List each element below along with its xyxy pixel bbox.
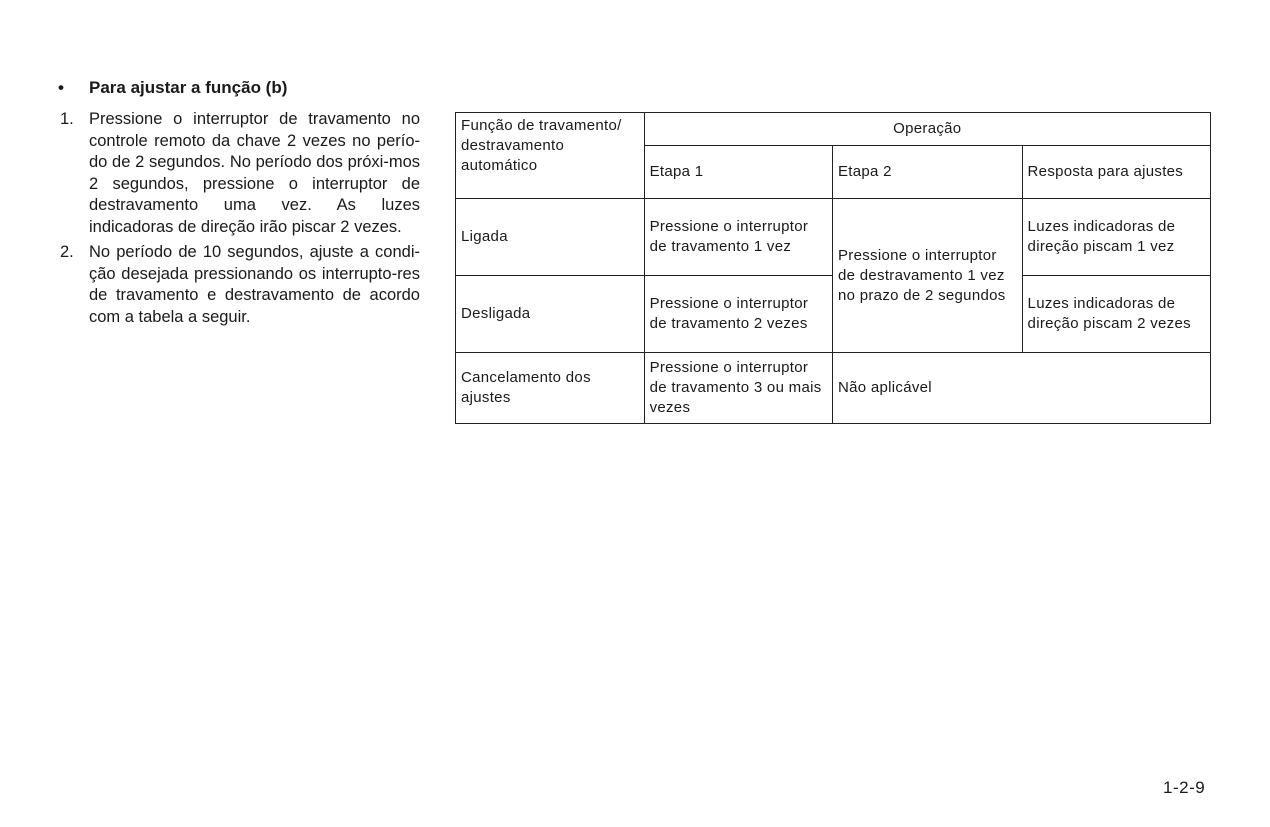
instruction-steps <box>58 109 420 332</box>
table-header-row <box>456 113 1211 146</box>
header-function-cell <box>456 113 645 199</box>
subheader-response-text: Resposta para ajustes <box>1027 163 1184 180</box>
bullet-icon: • <box>58 78 64 97</box>
step-text: No período de 10 segundos, ajuste a condi-ção desejada pressionando os interrupto-res de travamento e destravamento de acordo com a tabela a seguir. <box>89 243 420 326</box>
step-item <box>58 242 420 328</box>
subheader-step2-text: Etapa 2 <box>837 163 892 180</box>
section-heading <box>58 77 287 99</box>
step1-text: Pressione o interruptor de travamento 1 vez <box>649 218 809 255</box>
header-operation-cell <box>644 113 1210 146</box>
step2-shared-cell <box>832 199 1022 353</box>
step1-cell <box>644 276 832 353</box>
function-text: Cancelamento dos ajustes <box>461 369 591 406</box>
subheader-step2-cell <box>832 146 1022 199</box>
step1-cell <box>644 353 832 424</box>
function-cell <box>456 199 645 276</box>
step1-text: Pressione o interruptor de travamento 2 vezes <box>649 295 809 332</box>
table-row <box>456 353 1211 424</box>
step1-text: Pressione o interruptor de travamento 3 ou mais vezes <box>649 359 822 416</box>
table-row <box>456 199 1211 276</box>
response-text: Luzes indicadoras de direção piscam 2 vezes <box>1027 295 1191 332</box>
function-text: Desligada <box>461 305 531 322</box>
step2-shared-text: Pressione o interruptor de destravamento 1 vez no prazo de 2 segundos <box>837 246 1006 304</box>
response-text: Luzes indicadoras de direção piscam 1 vez <box>1027 218 1176 255</box>
response-cell <box>1022 199 1210 276</box>
header-operation-text: Operação <box>893 120 962 137</box>
function-cell <box>456 276 645 353</box>
header-function-text: Função de travamento/ destravamento automático <box>461 117 622 174</box>
section-heading-text: Para ajustar a função (b) <box>89 78 288 97</box>
subheader-step1-cell <box>644 146 832 199</box>
operation-table <box>455 112 1211 424</box>
step-item <box>58 109 420 238</box>
not-applicable-cell <box>832 353 1210 424</box>
function-text: Ligada <box>461 228 508 245</box>
not-applicable-text: Não aplicável <box>837 379 932 396</box>
response-cell <box>1022 276 1210 353</box>
step-number: 1. <box>60 110 74 128</box>
page-number: 1-2-9 <box>1163 778 1206 797</box>
step1-cell <box>644 199 832 276</box>
function-cell <box>456 353 645 424</box>
step-number: 2. <box>60 243 74 261</box>
step-text: Pressione o interruptor de travamento no controle remoto da chave 2 vezes no perío-do de 2 segundos. No período dos próxi-mos 2 segundos, pressione o interruptor de destravamento uma vez. As luzes indicadoras de direção irão piscar 2 vezes. <box>89 110 420 236</box>
subheader-step1-text: Etapa 1 <box>649 163 704 180</box>
subheader-response-cell <box>1022 146 1210 199</box>
